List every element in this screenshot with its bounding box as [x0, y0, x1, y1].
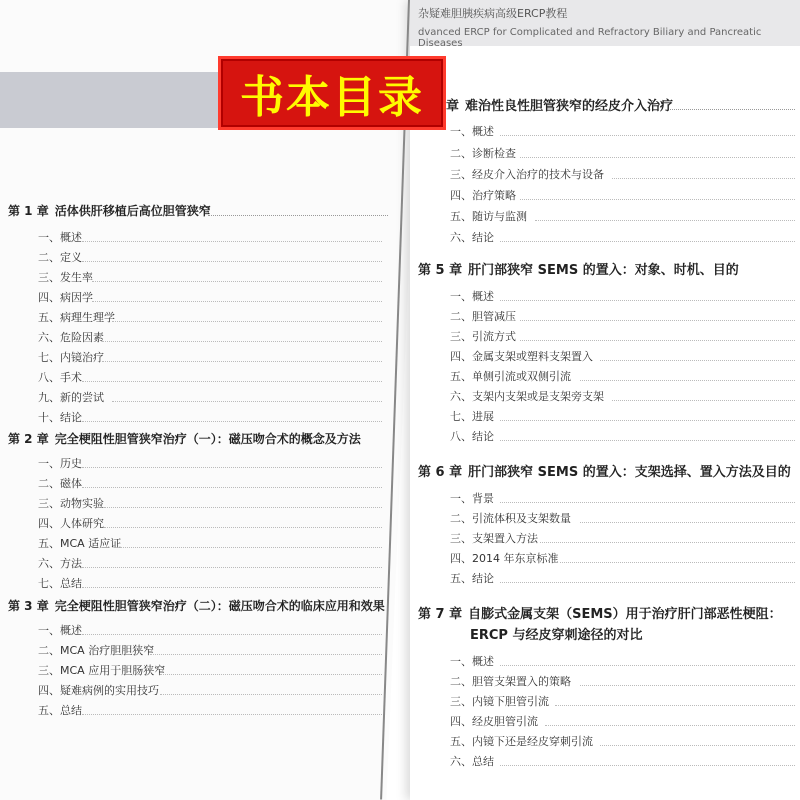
section-item: 一、背景: [450, 492, 494, 505]
section-item: 五、结论: [450, 572, 494, 585]
section-item: 三、MCA 应用于胆肠狭窄: [38, 664, 166, 677]
section-item: 三、经皮介入治疗的技术与设备: [450, 168, 604, 181]
dot-leader: [104, 506, 382, 508]
section-item: 四、金属支架或塑料支架置入: [450, 350, 593, 363]
dot-leader: [612, 399, 795, 401]
toc-banner: [218, 56, 446, 130]
chapter-heading-line2: ERCP 与经皮穿刺途径的对比: [470, 628, 643, 643]
section-item: 三、动物实验: [38, 497, 104, 510]
section-item: 三、支架置入方法: [450, 532, 538, 545]
dot-leader: [208, 214, 388, 216]
chapter-heading: 章 难治性良性胆管狭窄的经皮介入治疗: [446, 99, 674, 114]
dot-leader: [112, 400, 382, 402]
chapter-heading: 第 1 章 活体供肝移植后高位胆管狭窄: [8, 204, 211, 218]
section-item: 七、内镜治疗: [38, 351, 104, 364]
chapter-heading: 第 7 章 自膨式金属支架（SEMS）用于治疗肝门部恶性梗阻：: [418, 607, 782, 622]
section-item: 一、概述: [450, 290, 494, 303]
section-item: 二、磁体: [38, 477, 82, 490]
section-item: 四、病因学: [38, 291, 93, 304]
section-item: 五、随访与监测: [450, 210, 527, 223]
section-item: 四、2014 年东京标准: [450, 552, 559, 565]
section-item: 二、定义: [38, 251, 82, 264]
section-item: 一、概述: [450, 655, 494, 668]
dot-leader: [82, 713, 382, 715]
chapter-heading: 第 2 章 完全梗阻性胆管狭窄治疗（一）：磁压吻合术的概念及方法: [8, 432, 361, 446]
book-title-cn: 杂疑难胆胰疾病高级ERCP教程: [418, 7, 568, 20]
dot-leader: [540, 541, 795, 543]
section-item: 七、总结: [38, 577, 82, 590]
section-item: 九、新的尝试: [38, 391, 104, 404]
dot-leader: [520, 198, 795, 200]
section-item: 八、手术: [38, 371, 82, 384]
dot-leader: [580, 521, 795, 523]
dot-leader: [120, 546, 382, 548]
section-item: 二、诊断检查: [450, 147, 516, 160]
dot-leader: [612, 177, 795, 179]
dot-leader: [102, 340, 382, 342]
dot-leader: [500, 439, 795, 441]
dot-leader: [535, 219, 795, 221]
chapter-heading: 第 3 章 完全梗阻性胆管狭窄治疗（二）：磁压吻合术的临床应用和效果: [8, 599, 385, 613]
dot-leader: [82, 466, 382, 468]
dot-leader: [500, 240, 795, 242]
dot-leader: [82, 486, 382, 488]
dot-leader: [500, 134, 795, 136]
dot-leader: [600, 744, 795, 746]
section-item: 三、内镜下胆管引流: [450, 695, 549, 708]
dot-leader: [82, 240, 382, 242]
dot-leader: [520, 156, 795, 158]
section-item: 四、人体研究: [38, 517, 104, 530]
dot-leader: [82, 380, 382, 382]
dot-leader: [82, 420, 382, 422]
dot-leader: [500, 501, 795, 503]
section-item: 二、引流体积及支架数量: [450, 512, 571, 525]
dot-leader: [500, 764, 795, 766]
dot-leader: [82, 260, 382, 262]
dot-leader: [670, 108, 795, 110]
section-item: 一、历史: [38, 457, 82, 470]
chapter-heading: 第 6 章 肝门部狭窄 SEMS 的置入：支架选择、置入方法及目的: [418, 465, 791, 480]
dot-leader: [555, 704, 795, 706]
chapter-heading: 第 5 章 肝门部狭窄 SEMS 的置入：对象、时机、目的: [418, 263, 739, 278]
section-item: 五、病理生理学: [38, 311, 115, 324]
section-item: 四、治疗策略: [450, 189, 516, 202]
section-item: 六、总结: [450, 755, 494, 768]
section-item: 十、结论: [38, 411, 82, 424]
dot-leader: [580, 379, 795, 381]
section-item: 三、引流方式: [450, 330, 516, 343]
section-item: 六、支架内支架或是支架旁支架: [450, 390, 604, 403]
dot-leader: [150, 653, 382, 655]
section-item: 三、发生率: [38, 271, 93, 284]
dot-leader: [82, 633, 382, 635]
section-item: 二、胆管减压: [450, 310, 516, 323]
section-item: 四、疑难病例的实用技巧: [38, 684, 159, 697]
dot-leader: [92, 300, 382, 302]
right-header: [410, 0, 800, 49]
section-item: 八、结论: [450, 430, 494, 443]
dot-leader: [82, 566, 382, 568]
dot-leader: [500, 419, 795, 421]
section-item: 七、进展: [450, 410, 494, 423]
section-item: 五、单侧引流或双侧引流: [450, 370, 571, 383]
dot-leader: [92, 280, 382, 282]
section-item: 二、MCA 治疗胆胆狭窄: [38, 644, 155, 657]
dot-leader: [520, 319, 795, 321]
dot-leader: [600, 359, 795, 361]
dot-leader: [545, 724, 795, 726]
dot-leader: [112, 320, 382, 322]
section-item: 五、总结: [38, 704, 82, 717]
dot-leader: [104, 526, 382, 528]
dot-leader: [560, 561, 795, 563]
section-item: 二、胆管支架置入的策略: [450, 675, 571, 688]
section-item: 五、内镜下还是经皮穿刺引流: [450, 735, 593, 748]
section-item: 六、结论: [450, 231, 494, 244]
section-item: 五、MCA 适应证: [38, 537, 122, 550]
banner-text: 书本目录: [240, 72, 424, 123]
dot-leader: [160, 693, 382, 695]
dot-leader: [500, 581, 795, 583]
dot-leader: [102, 360, 382, 362]
dot-leader: [580, 684, 795, 686]
section-item: 一、概述: [38, 231, 82, 244]
section-item: 六、危险因素: [38, 331, 104, 344]
book-title-en: dvanced ERCP for Complicated and Refractory Biliary and Pancreatic Diseases: [418, 27, 762, 49]
section-item: 一、概述: [450, 125, 494, 138]
dot-leader: [500, 664, 795, 666]
section-item: 六、方法: [38, 557, 82, 570]
dot-leader: [500, 299, 795, 301]
section-item: 四、经皮胆管引流: [450, 715, 538, 728]
section-item: 一、概述: [38, 624, 82, 637]
dot-leader: [520, 339, 795, 341]
dot-leader: [160, 673, 382, 675]
dot-leader: [82, 586, 382, 588]
